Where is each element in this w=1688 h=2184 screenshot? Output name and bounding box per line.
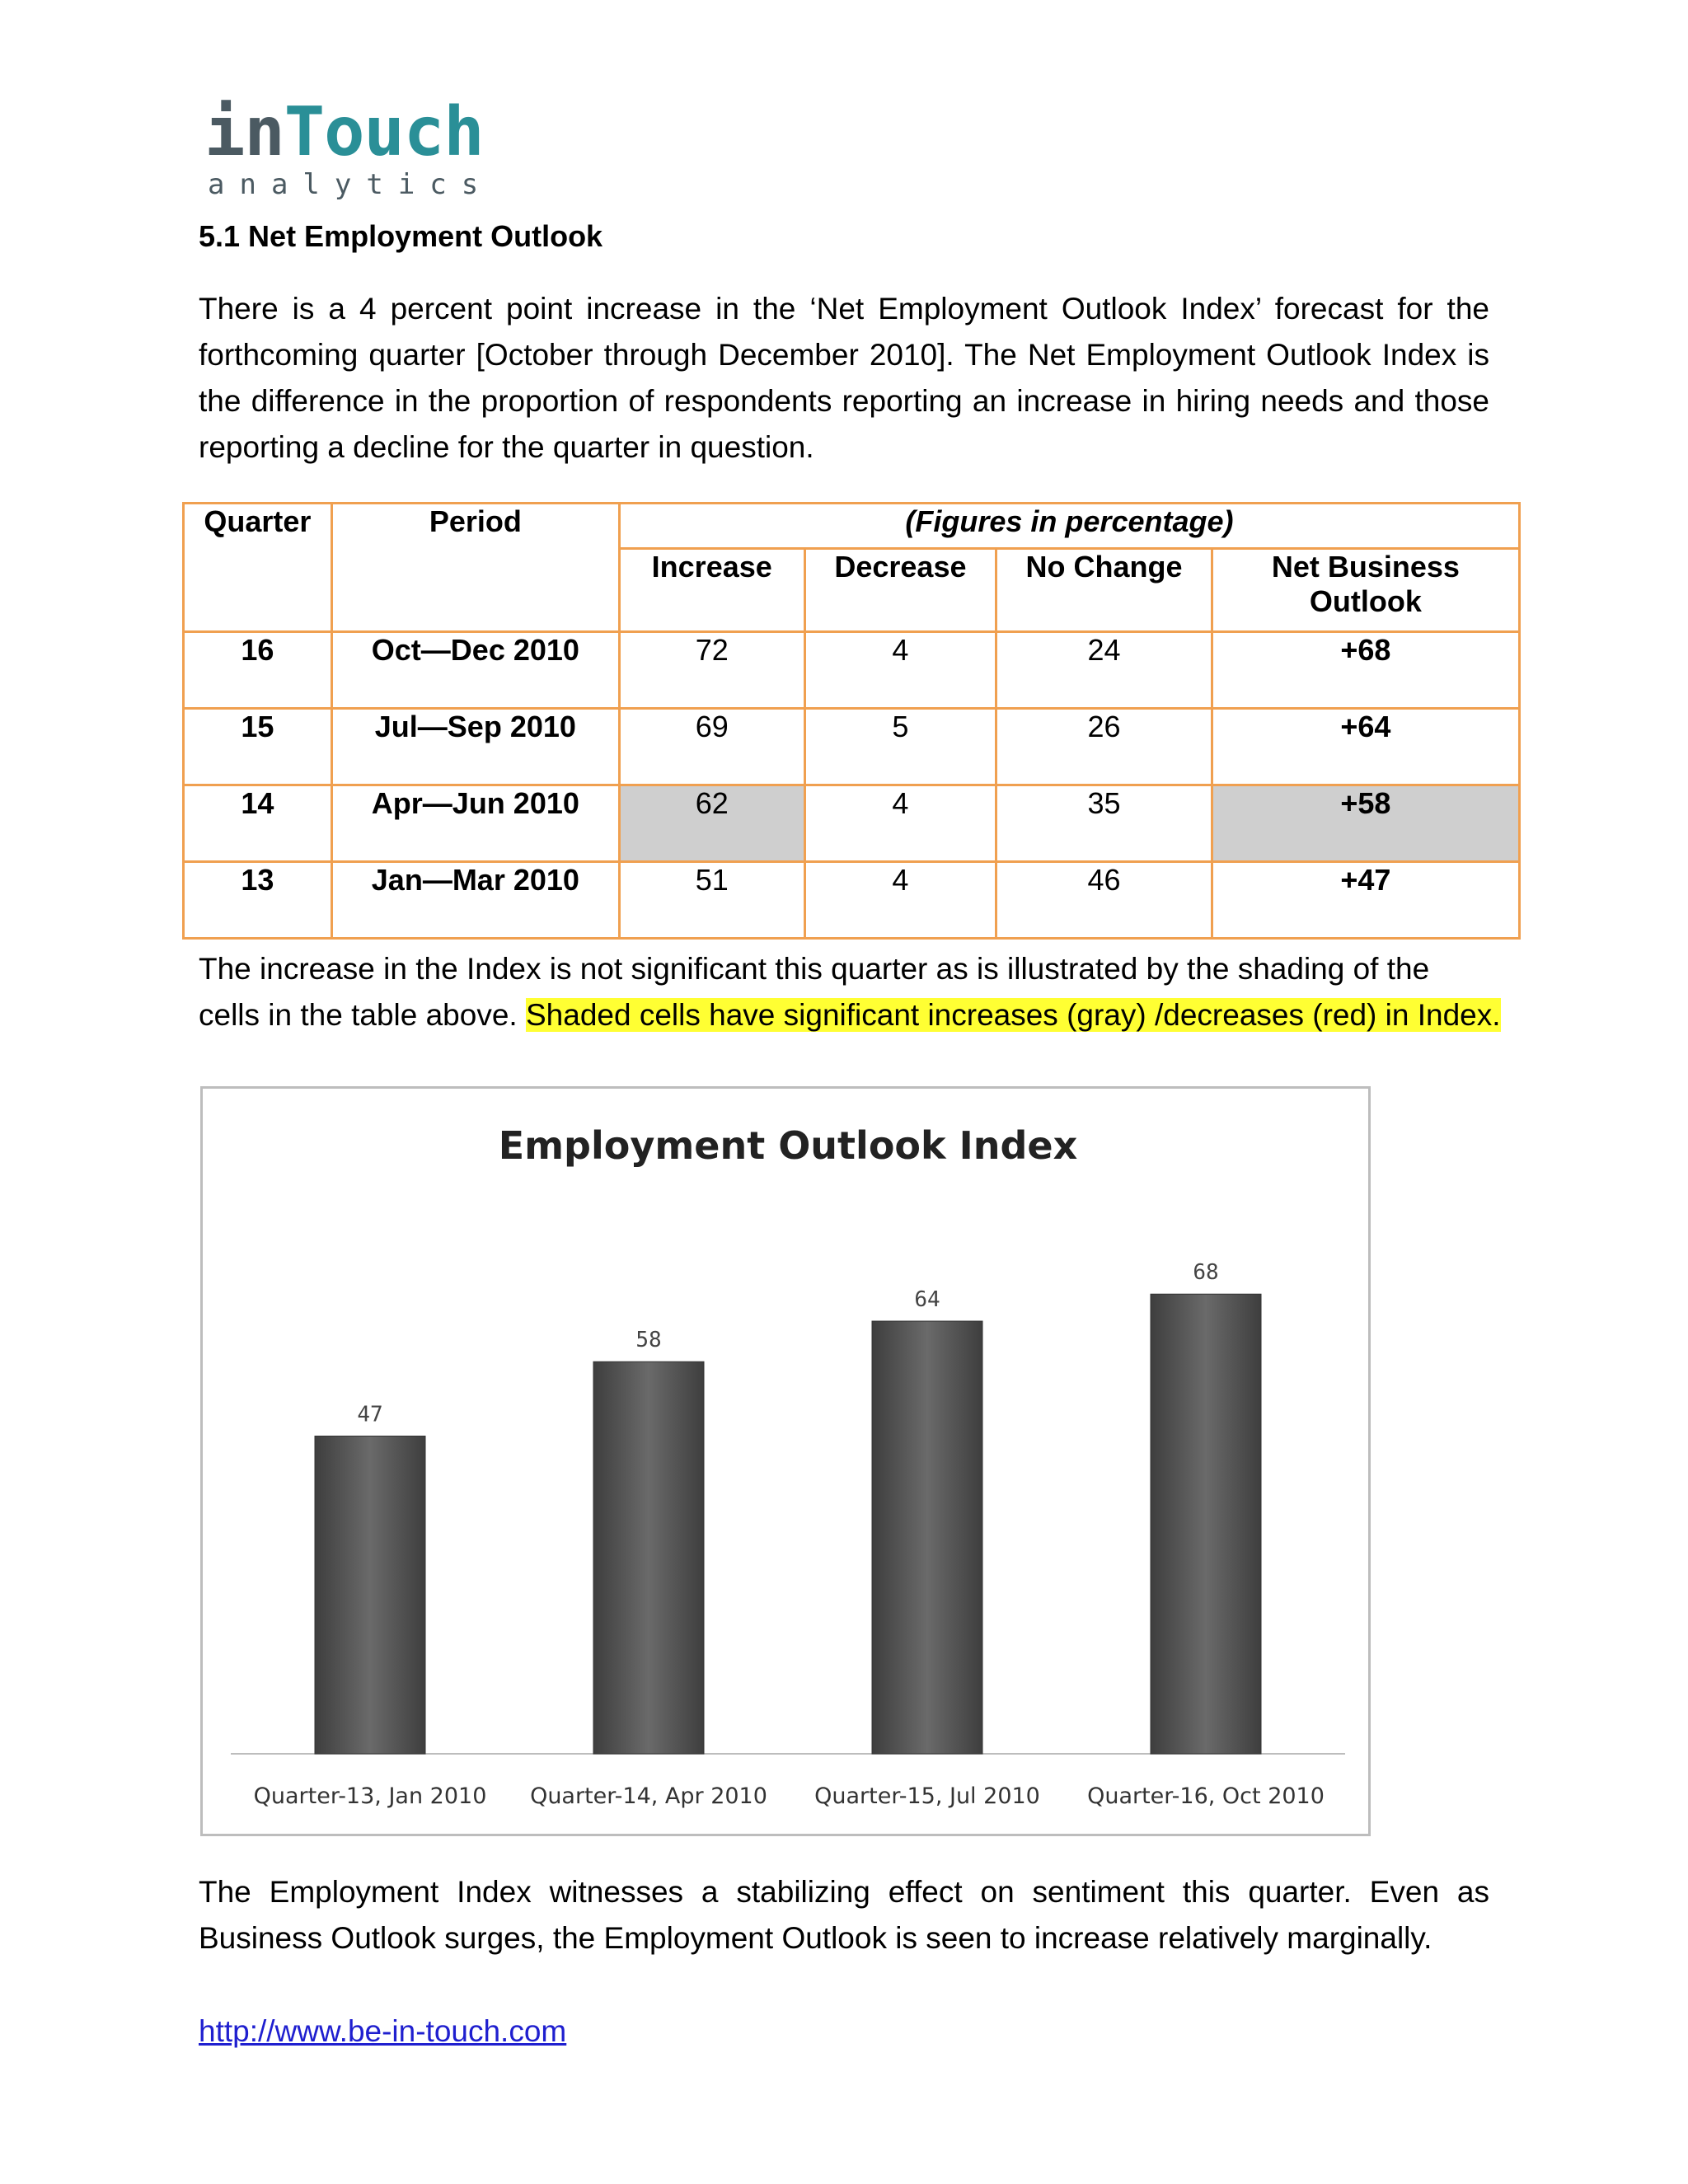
closing-line: The Employment Index witnesses a stabilizing effect on sentiment this quarter. Even as [199,1875,1489,1909]
header-no-change: No Change [996,549,1212,632]
cell-decrease: 5 [804,709,996,785]
chart-bar [593,1361,704,1754]
cell-period: Jul—Sep 2010 [331,709,619,785]
category-tick-label: Quarter-13, Jan 2010 [253,1783,487,1809]
header-period: Period [331,504,619,632]
cell-no-change: 26 [996,709,1212,785]
cell-period: Jan—Mar 2010 [331,862,619,939]
category-tick-label: Quarter-15, Jul 2010 [814,1783,1040,1809]
shading-note-line1: The increase in the Index is not significant this quarter as is illustrated by the shading of the [199,952,1430,986]
cell-increase-shaded: 62 [619,785,804,862]
outlook-table [182,502,1521,940]
cell-quarter: 14 [184,785,332,862]
chart-title: Employment Outlook Index [498,1123,1078,1168]
cell-period: Oct—Dec 2010 [331,632,619,709]
cell-increase: 51 [619,862,804,939]
category-tick-label: Quarter-14, Apr 2010 [530,1783,767,1809]
highlighted-note: Shaded cells have significant increases (gray) /decreases (red) in Index. [525,998,1501,1032]
logo-prefix: in [204,93,284,171]
shading-note-paragraph [199,946,1534,1038]
intouch-analytics-logo [204,93,494,201]
employment-outlook-chart [200,1086,1371,1836]
cell-net: +68 [1212,632,1519,709]
bar-data-label: 68 [1193,1260,1219,1286]
bar-data-label: 64 [914,1287,940,1313]
intro-line: There is a 4 percent point increase in the ‘Net Employment Outlook Index’ forecast for the [199,292,1489,326]
header-decrease: Decrease [804,549,996,632]
table-row [184,709,1520,785]
cell-decrease: 4 [804,862,996,939]
category-tick-label: Quarter-16, Oct 2010 [1087,1783,1325,1809]
table-row [184,632,1520,709]
closing-paragraph [199,1869,1489,1961]
website-link[interactable]: http://www.be-in-touch.com [199,2014,567,2048]
intro-line: the difference in the proportion of respondents reporting an increase in hiring needs and those [199,384,1489,418]
cell-increase: 72 [619,632,804,709]
section-heading: 5.1 Net Employment Outlook [199,219,603,253]
table-row [184,862,1520,939]
cell-increase: 69 [619,709,804,785]
shading-note-line2: cells in the table above. [199,998,526,1032]
logo-suffix: Touch [284,93,484,171]
cell-net: +47 [1212,862,1519,939]
chart-bar [315,1436,425,1754]
cell-net-shaded: +58 [1212,785,1519,862]
chart-bar [872,1321,982,1754]
bar-data-label: 47 [357,1402,383,1427]
cell-no-change: 46 [996,862,1212,939]
cell-net: +64 [1212,709,1519,785]
bar-data-label: 58 [635,1328,662,1353]
intro-paragraph [199,286,1489,471]
cell-decrease: 4 [804,632,996,709]
intro-line: reporting a decline for the quarter in question. [199,430,814,464]
header-net-business-outlook: Net Business Outlook [1212,549,1519,632]
chart-plot [203,1089,1368,1834]
cell-quarter: 16 [184,632,332,709]
cell-quarter: 15 [184,709,332,785]
logo-subtitle: analytics [208,168,494,201]
closing-line: Business Outlook surges, the Employment Outlook is seen to increase relatively marginally. [199,1921,1432,1955]
cell-quarter: 13 [184,862,332,939]
header-quarter: Quarter [184,504,332,632]
cell-period: Apr—Jun 2010 [331,785,619,862]
intro-line: forthcoming quarter [October through December 2010]. The Net Employment Outlook Index is [199,338,1489,372]
table-row [184,785,1520,862]
cell-no-change: 35 [996,785,1212,862]
header-figures-note: (Figures in percentage) [619,504,1519,549]
chart-bar [1151,1294,1261,1754]
header-increase: Increase [619,549,804,632]
cell-decrease: 4 [804,785,996,862]
cell-no-change: 24 [996,632,1212,709]
